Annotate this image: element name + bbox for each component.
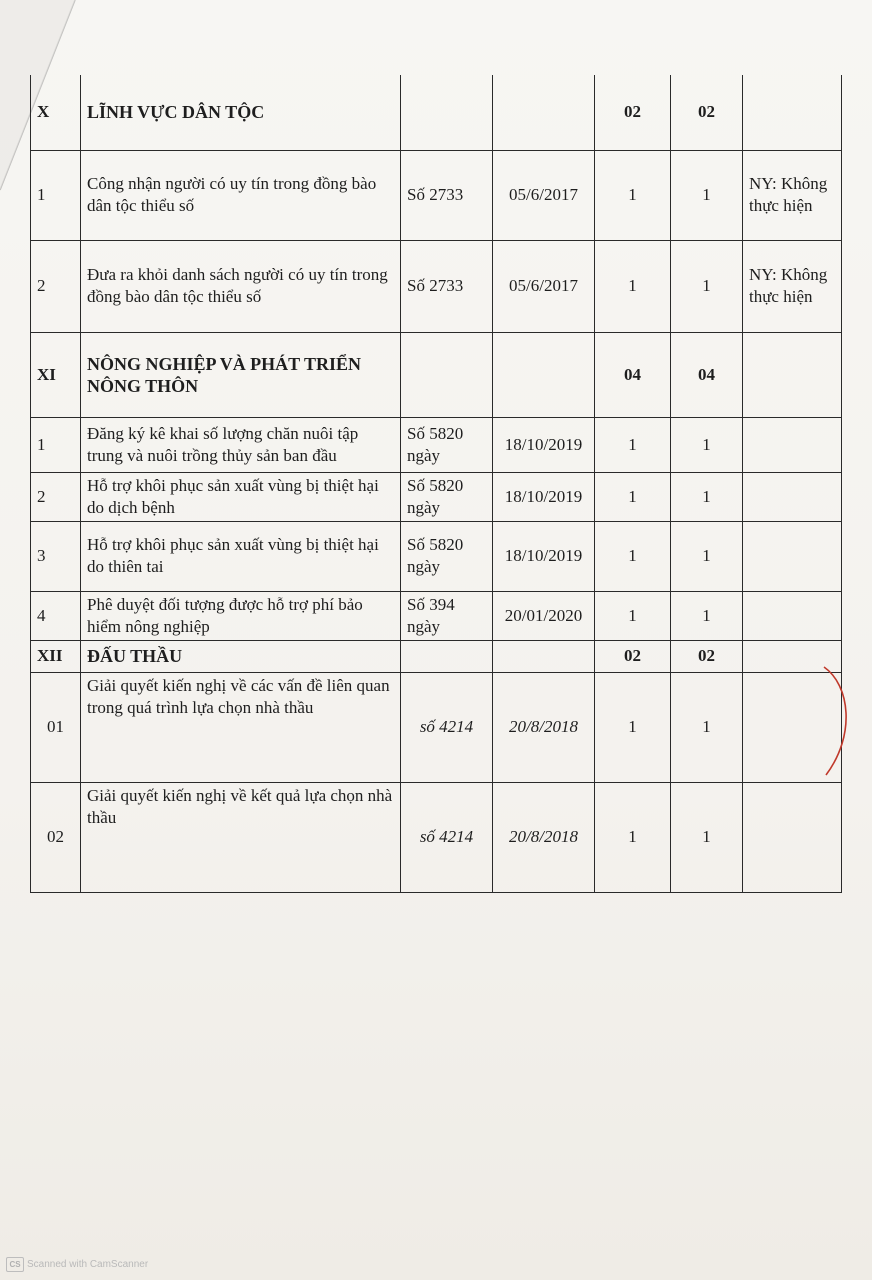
procedure-name: Hỗ trợ khôi phục sản xuất vùng bị thiệt hại do thiên tai	[81, 521, 401, 591]
row-number: 1	[31, 150, 81, 240]
procedure-name: Đăng ký kê khai số lượng chăn nuôi tập trung và nuôi trồng thủy sản ban đầu	[81, 417, 401, 472]
table-row	[31, 417, 842, 472]
count-1: 1	[595, 472, 671, 521]
note	[743, 521, 842, 591]
decision-number: Số 5820 ngày	[401, 521, 493, 591]
section-title: LĨNH VỰC DÂN TỘC	[81, 75, 401, 150]
count-1: 1	[595, 417, 671, 472]
decision-date	[493, 640, 595, 672]
count-1: 1	[595, 782, 671, 892]
count-1: 1	[595, 521, 671, 591]
section-row	[31, 332, 842, 417]
camscanner-logo-icon: CS	[6, 1257, 24, 1272]
count-2: 1	[671, 521, 743, 591]
scanner-watermark	[6, 1257, 148, 1272]
decision-date: 20/8/2018	[493, 782, 595, 892]
note	[743, 75, 842, 150]
count-2: 1	[671, 672, 743, 782]
note	[743, 591, 842, 640]
count-1: 1	[595, 240, 671, 332]
row-number: 2	[31, 472, 81, 521]
count-2: 02	[671, 75, 743, 150]
count-2: 1	[671, 240, 743, 332]
decision-number: Số 2733	[401, 240, 493, 332]
note: NY: Không thực hiện	[743, 240, 842, 332]
procedure-name: Giải quyết kiến nghị về kết quả lựa chọn nhà thầu	[81, 782, 401, 892]
count-2: 1	[671, 472, 743, 521]
table-row	[31, 472, 842, 521]
decision-number	[401, 75, 493, 150]
table-row	[31, 521, 842, 591]
row-number: 1	[31, 417, 81, 472]
row-number: 3	[31, 521, 81, 591]
table-row	[31, 672, 842, 782]
section-row	[31, 640, 842, 672]
decision-number: số 4214	[401, 782, 493, 892]
decision-number: Số 5820 ngày	[401, 472, 493, 521]
watermark-text: Scanned with CamScanner	[27, 1259, 149, 1270]
decision-date	[493, 332, 595, 417]
section-title: NÔNG NGHIỆP VÀ PHÁT TRIỂN NÔNG THÔN	[81, 332, 401, 417]
row-number: X	[31, 75, 81, 150]
note	[743, 332, 842, 417]
count-1: 02	[595, 640, 671, 672]
decision-date: 18/10/2019	[493, 521, 595, 591]
count-1: 1	[595, 672, 671, 782]
procedure-name: Đưa ra khỏi danh sách người có uy tín trong đồng bào dân tộc thiểu số	[81, 240, 401, 332]
row-number: 4	[31, 591, 81, 640]
count-2: 1	[671, 782, 743, 892]
count-1: 02	[595, 75, 671, 150]
note	[743, 417, 842, 472]
decision-date: 05/6/2017	[493, 240, 595, 332]
row-number: XII	[31, 640, 81, 672]
decision-number	[401, 640, 493, 672]
table-row	[31, 240, 842, 332]
decision-number	[401, 332, 493, 417]
note: NY: Không thực hiện	[743, 150, 842, 240]
count-2: 1	[671, 150, 743, 240]
decision-number: số 4214	[401, 672, 493, 782]
red-pen-mark	[820, 665, 860, 780]
count-1: 04	[595, 332, 671, 417]
count-1: 1	[595, 591, 671, 640]
decision-date: 18/10/2019	[493, 417, 595, 472]
decision-date: 20/8/2018	[493, 672, 595, 782]
section-row	[31, 75, 842, 150]
table-row	[31, 150, 842, 240]
count-2: 02	[671, 640, 743, 672]
decision-date: 20/01/2020	[493, 591, 595, 640]
row-number: 01	[31, 672, 81, 782]
count-1: 1	[595, 150, 671, 240]
row-number: XI	[31, 332, 81, 417]
decision-date: 18/10/2019	[493, 472, 595, 521]
procedure-name: Giải quyết kiến nghị về các vấn đề liên quan trong quá trình lựa chọn nhà thầu	[81, 672, 401, 782]
row-number: 2	[31, 240, 81, 332]
decision-number: Số 2733	[401, 150, 493, 240]
count-2: 1	[671, 591, 743, 640]
decision-number: Số 394 ngày	[401, 591, 493, 640]
procedure-table	[30, 75, 842, 893]
procedure-name: Hỗ trợ khôi phục sản xuất vùng bị thiệt hại do dịch bệnh	[81, 472, 401, 521]
note	[743, 782, 842, 892]
table-row	[31, 782, 842, 892]
count-2: 04	[671, 332, 743, 417]
table-row	[31, 591, 842, 640]
note	[743, 472, 842, 521]
decision-date: 05/6/2017	[493, 150, 595, 240]
section-title: ĐẤU THẦU	[81, 640, 401, 672]
procedure-name: Công nhận người có uy tín trong đồng bào dân tộc thiểu số	[81, 150, 401, 240]
row-number: 02	[31, 782, 81, 892]
procedure-name: Phê duyệt đối tượng được hỗ trợ phí bảo hiểm nông nghiệp	[81, 591, 401, 640]
decision-date	[493, 75, 595, 150]
decision-number: Số 5820 ngày	[401, 417, 493, 472]
count-2: 1	[671, 417, 743, 472]
